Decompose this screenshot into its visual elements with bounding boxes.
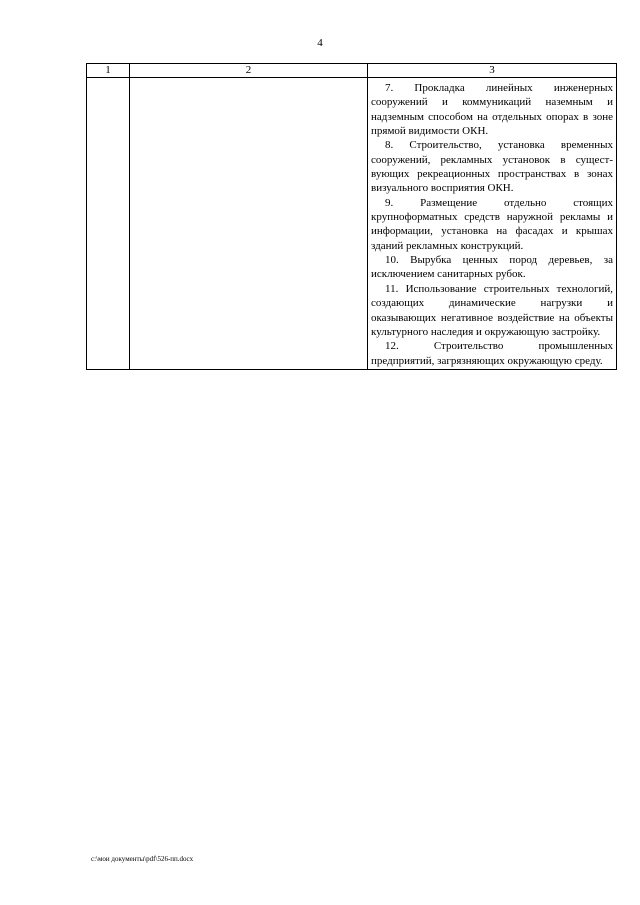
restrictions-table [86, 63, 617, 370]
restriction-item-9: 9. Размещение отдельно стоящих крупноформатных средств наружной рекламы и информации, установка на фасадах и крышах зданий рекламных конструкций. [371, 196, 613, 252]
column-1-cell [87, 78, 130, 370]
column-header-1: 1 [87, 64, 130, 78]
column-2-cell [130, 78, 368, 370]
column-3-cell [368, 78, 617, 370]
page-number: 4 [317, 37, 323, 49]
restriction-item-11: 11. Использование строительных технологий, создающих динамические нагрузки и оказывающих негативное воздействие на объекты культурного наследия и окружающую застройку. [371, 282, 613, 338]
table-header-row [87, 64, 617, 78]
table-row [87, 78, 617, 370]
restriction-item-8: 8. Строительство, установка временных сооружений, рекламных установок в сущест-вующих рекреационных пространствах в зонах визуального восприятия ОКН. [371, 139, 613, 195]
column-header-3: 3 [368, 64, 617, 78]
footer-file-path: c:\мои документы\pdf\526-пп.docx [91, 855, 194, 863]
restriction-item-10: 10. Вырубка ценных пород деревьев, за исключением санитарных рубок. [371, 254, 613, 281]
column-header-2: 2 [130, 64, 368, 78]
restriction-item-12: 12. Строительство промышленных предприятий, загрязняющих окружающую среду. [371, 340, 613, 367]
restriction-item-7: 7. Прокладка линейных инженерных сооружений и коммуникаций наземным и надземным способом на отдельных опорах в зоне прямой видимости ОКН. [371, 82, 613, 138]
